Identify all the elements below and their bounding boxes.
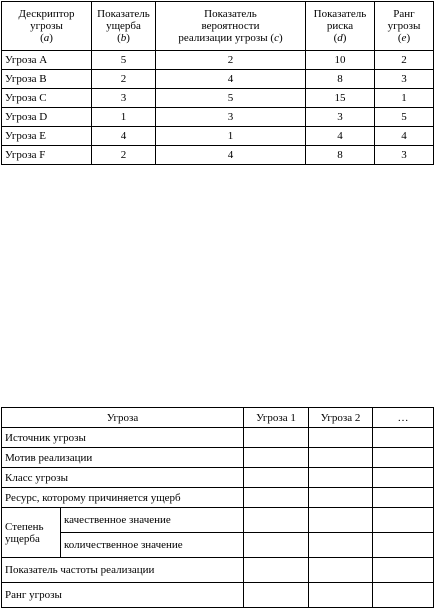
risk-value: 4 [306, 127, 375, 146]
header-risk: Показатель риска (d) [306, 2, 375, 51]
cell-empty [373, 428, 434, 448]
threat-name: Угроза D [2, 108, 92, 127]
table-row [2, 428, 434, 448]
rank-value: 4 [375, 127, 434, 146]
cell-empty [244, 488, 309, 508]
table-row [2, 508, 434, 533]
rank-value: 3 [375, 146, 434, 165]
threat-ranking-table [1, 1, 434, 165]
damage-value: 1 [92, 108, 156, 127]
cell-empty [373, 508, 434, 533]
table-row [2, 89, 434, 108]
header-probability: Показатель вероятности реализации угрозы (c) [156, 2, 306, 51]
row-label-frequency: Показатель частоты реализации [2, 558, 244, 583]
risk-value: 15 [306, 89, 375, 108]
table-row [2, 533, 434, 558]
cell-empty [309, 583, 373, 608]
cell-empty [244, 558, 309, 583]
header-rank: Ранг угрозы (e) [375, 2, 434, 51]
header-threat-1: Угроза 1 [244, 408, 309, 428]
damage-value: 2 [92, 70, 156, 89]
cell-empty [244, 448, 309, 468]
threat-name: Угроза E [2, 127, 92, 146]
cell-empty [244, 468, 309, 488]
cell-empty [373, 448, 434, 468]
row-label-class: Класс угрозы [2, 468, 244, 488]
probability-value: 4 [156, 146, 306, 165]
cell-empty [309, 533, 373, 558]
table-row [2, 583, 434, 608]
header-ellipsis: … [373, 408, 434, 428]
cell-empty [309, 428, 373, 448]
cell-empty [309, 488, 373, 508]
threat-name: Угроза C [2, 89, 92, 108]
cell-empty [309, 558, 373, 583]
table-row [2, 558, 434, 583]
rank-value: 5 [375, 108, 434, 127]
table-row [2, 127, 434, 146]
cell-empty [309, 468, 373, 488]
risk-value: 8 [306, 146, 375, 165]
cell-empty [373, 533, 434, 558]
header-descriptor: Дескриптор угрозы (a) [2, 2, 92, 51]
probability-value: 2 [156, 51, 306, 70]
table-row [2, 70, 434, 89]
rank-value: 2 [375, 51, 434, 70]
header-threat: Угроза [2, 408, 244, 428]
cell-empty [244, 533, 309, 558]
damage-value: 5 [92, 51, 156, 70]
damage-value: 3 [92, 89, 156, 108]
threat-description-table [1, 407, 434, 608]
threat-name: Угроза A [2, 51, 92, 70]
rank-value: 1 [375, 89, 434, 108]
cell-empty [309, 448, 373, 468]
cell-empty [373, 558, 434, 583]
threat-description-header-row [2, 408, 434, 428]
cell-empty [373, 488, 434, 508]
damage-value: 4 [92, 127, 156, 146]
threat-ranking-header-row [2, 2, 434, 51]
probability-value: 1 [156, 127, 306, 146]
probability-value: 4 [156, 70, 306, 89]
table-row [2, 146, 434, 165]
header-damage: Показатель ущерба (b) [92, 2, 156, 51]
probability-value: 5 [156, 89, 306, 108]
table-row [2, 108, 434, 127]
cell-empty [373, 468, 434, 488]
threat-name: Угроза B [2, 70, 92, 89]
rank-value: 3 [375, 70, 434, 89]
threat-name: Угроза F [2, 146, 92, 165]
header-threat-2: Угроза 2 [309, 408, 373, 428]
table-row [2, 488, 434, 508]
risk-value: 3 [306, 108, 375, 127]
damage-value: 2 [92, 146, 156, 165]
row-label-quantitative: количественное значение [61, 533, 244, 558]
row-label-qualitative: качественное значение [61, 508, 244, 533]
risk-value: 10 [306, 51, 375, 70]
table-row [2, 51, 434, 70]
cell-empty [244, 508, 309, 533]
row-label-motive: Мотив реализации [2, 448, 244, 468]
cell-empty [244, 428, 309, 448]
cell-empty [373, 583, 434, 608]
row-label-resource: Ресурс, которому причиняется ущерб [2, 488, 244, 508]
cell-empty [244, 583, 309, 608]
probability-value: 3 [156, 108, 306, 127]
row-label-rank: Ранг угрозы [2, 583, 244, 608]
row-label-damage-degree: Степень ущерба [2, 508, 61, 558]
row-label-source: Источник угрозы [2, 428, 244, 448]
table-row [2, 468, 434, 488]
table-row [2, 448, 434, 468]
cell-empty [309, 508, 373, 533]
risk-value: 8 [306, 70, 375, 89]
